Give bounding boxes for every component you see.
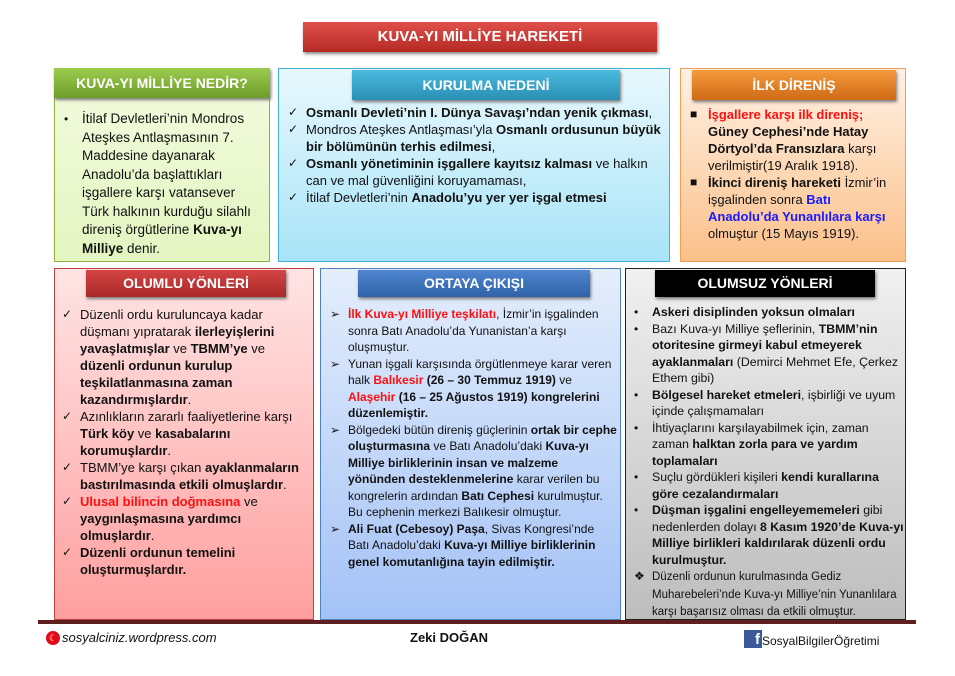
list-item	[284, 189, 666, 206]
bullet-icon: ✓	[62, 460, 73, 474]
text-run: Askeri disiplinden yoksun olmaları	[652, 305, 855, 319]
text-run: İhtiyaçlarını karşılayabilmek için, zaman zaman	[652, 420, 869, 451]
facebook-icon: f	[744, 630, 762, 648]
page-title: KUVA-YI MİLLİYE HAREKETİ	[303, 22, 657, 52]
section-header-ilk-direnis: İLK DİRENİŞ	[692, 70, 896, 100]
text-run: ve	[134, 426, 156, 441]
footer-facebook[interactable]	[744, 630, 879, 648]
author-name: Zeki DOĞAN	[410, 630, 489, 645]
text-run: TBMM’ye karşı çıkan	[80, 460, 205, 475]
text-run: İtilaf Devletleri’nin	[306, 190, 412, 205]
text-run: İkinci direniş hareketi	[708, 175, 841, 190]
text-run: Kuva-yı Milliye birliklerinin insan ve malzeme yönünden desteklenmelerine	[348, 439, 589, 486]
text-run: ilerleyişlerini yavaşlatmışlar	[80, 324, 275, 356]
text-run: yaygınlaşmasına yardımcı olmuşlardır	[80, 511, 242, 543]
text-run: Bölgedeki bütün direniş güçlerinin	[348, 422, 531, 437]
text-run: İşgallere karşı ilk direniş;	[708, 107, 864, 122]
list-item	[284, 121, 666, 155]
text-run: Düzenli ordunun kurulmasında Gediz Muharebeleri’nde Kuva-yı Milliye’nin Yunanlılara karşı başarısız olması da etkili olmuştur.	[652, 571, 897, 618]
bullet-icon: •	[634, 321, 639, 336]
list-item	[58, 459, 310, 493]
list-item	[326, 422, 618, 521]
text-run: ,	[648, 105, 653, 120]
list-olumsuz	[630, 304, 904, 621]
turkish-flag-icon: ☾	[46, 631, 60, 645]
bullet-icon: ✓	[62, 545, 73, 559]
bullet-icon: ➢	[330, 356, 341, 371]
list-kurulma	[284, 104, 666, 206]
list-item	[686, 106, 900, 174]
bullet-icon: ➢	[330, 422, 341, 437]
bullet-icon: •	[634, 420, 639, 435]
text-run: İtilaf Devletleri’nin Mondros Ateşkes Antlaşmasının 7. Maddesine dayanarak Anadolu’da başlattıkları işgallere karşı vatansever Türk halkının kurduğu silahlı direniş örgütlerine	[82, 111, 251, 237]
text-run: , Sivas Kongresi’nde Batı Anadolu’daki	[348, 521, 595, 552]
bullet-icon: ✓	[288, 122, 299, 136]
text-run: , işbirliği ve uyum içinde çalışmamaları	[652, 387, 896, 418]
bullet-icon: ■	[690, 107, 698, 121]
text-run: (Demirci Mehmet Efe, Çerkez Ethem gibi)	[652, 354, 899, 385]
text-run: Kuva-yı Milliye	[82, 222, 242, 256]
section-header-ortaya-cikisi: ORTAYA ÇIKIŞI	[358, 270, 590, 297]
bullet-icon: •	[634, 503, 639, 517]
text-run: ve	[555, 373, 572, 387]
text-run: Suçlu gördükleri kişileri	[652, 470, 782, 484]
text-run: Yunan işgali karşısında örgütlenmeye karar veren halk	[348, 356, 612, 387]
bullet-icon: ➢	[330, 307, 341, 321]
text-run: karar verilen bu kongrelerin ardından	[348, 472, 600, 503]
list-item	[326, 356, 618, 422]
text-run: Batı Cephesi	[461, 488, 535, 503]
bullet-icon: ❖	[634, 569, 645, 583]
footer-website[interactable]	[46, 630, 217, 645]
text-run: halktan zorla para ve yardım toplamaları	[652, 437, 858, 468]
text-run: .	[283, 477, 287, 492]
list-ortaya-cikisi	[326, 306, 618, 570]
text-run: Ali Fuat (Cebesoy) Paşa	[348, 521, 485, 536]
bullet-icon: ✓	[62, 307, 73, 321]
text-run: (26 – 30 Temmuz 1919)	[423, 373, 556, 387]
list-item	[630, 387, 904, 420]
website-text: sosyalciniz.wordpress.com	[62, 630, 217, 645]
text-run: gibi nedenlerden dolayı	[652, 503, 883, 534]
bullet-icon: ✓	[288, 190, 299, 204]
text-run: , İzmir’in işgalinden sonra Batı Anadolu’da Yunanistan’a karşı oluşmuştur.	[348, 307, 599, 354]
text-run: ve Batı Anadolu’daki	[430, 439, 546, 453]
list-item	[58, 306, 310, 408]
bullet-icon: ➢	[330, 521, 341, 536]
list-item	[630, 568, 904, 621]
bullet-icon: ✓	[62, 409, 73, 423]
list-item	[284, 104, 666, 121]
footer-divider	[38, 620, 916, 624]
text-run: Düzenli ordu kuruluncaya kadar düşmanı yıpratarak	[80, 307, 263, 339]
list-item	[58, 408, 310, 459]
bullet-icon: •	[64, 112, 69, 126]
section-header-olumlu: OLUMLU YÖNLERİ	[86, 270, 286, 297]
text-run: TBMM’ye	[190, 341, 248, 356]
text-run: Azınlıkların zararlı faaliyetlerine karşı	[80, 409, 293, 424]
list-nedir	[60, 110, 260, 258]
text-run: Kuva-yı Milliye birliklerinin genel komutanlığına tayin edilmiştir.	[348, 538, 596, 569]
list-item	[326, 306, 618, 356]
bullet-icon: ✓	[62, 494, 73, 508]
text-run: Osmanlı Devleti’nin I. Dünya Savaşı’ndan yenik çıkması	[306, 105, 649, 120]
list-item	[60, 110, 260, 258]
list-item	[630, 420, 904, 470]
text-run: Düşman işgalini engelleyememeleri	[652, 503, 860, 517]
list-item	[630, 321, 904, 387]
text-run: karşı verilmiştir(19 Aralık 1918).	[708, 141, 877, 173]
text-run: ve halkın can ve mal güvenliğini koruyamaması,	[306, 156, 648, 188]
section-header-nedir: KUVA-YI MİLLİYE NEDİR?	[54, 68, 270, 98]
list-item	[58, 493, 310, 544]
bullet-icon: ■	[690, 175, 698, 189]
list-item	[326, 521, 618, 571]
text-run: olmuştur (15 Mayıs 1919).	[708, 226, 860, 241]
text-run: İzmir’in işgalinden sonra	[708, 175, 887, 207]
text-run: ve	[247, 341, 265, 356]
section-header-kurulma: KURULMA NEDENİ	[352, 70, 620, 100]
text-run: ve	[240, 494, 258, 509]
list-item	[284, 155, 666, 189]
list-item	[630, 304, 904, 321]
text-run: denir.	[123, 240, 161, 256]
text-run: ortak bir cephe oluşturmasına	[348, 422, 617, 453]
text-run: Bölgesel hareket etmeleri	[652, 387, 801, 402]
bullet-icon: •	[634, 305, 639, 319]
text-run: .	[187, 392, 192, 407]
text-run: düzenli ordunun kurulup teşkilatlanmasına zaman kazandırmışlardır	[80, 358, 233, 407]
text-run: ,	[491, 139, 496, 154]
text-run: Batı Anadolu’da Yunanlılara karşı	[708, 192, 886, 224]
text-run: ayaklanmaların bastırılmasında etkili olmuşlardır	[80, 460, 299, 492]
text-run: .	[150, 528, 155, 543]
text-run: Osmanlı ordusunun büyük bir bölümünün terhis edilmesi	[306, 122, 661, 154]
bullet-icon: •	[634, 387, 639, 402]
text-run: İlk Kuva-yı Milliye teşkilatı	[348, 307, 497, 321]
list-olumlu	[58, 306, 310, 578]
list-item	[58, 544, 310, 578]
bullet-icon: •	[634, 470, 639, 484]
text-run: (16 – 25 Ağustos 1919) kongrelerini düzenlemiştir.	[348, 389, 600, 420]
text-run: kurulmuştur. Bu cephenin merkezi Balıkesir olmuştur.	[348, 488, 603, 519]
text-run: Bazı Kuva-yı Milliye şeflerinin,	[652, 321, 819, 336]
text-run: TBMM’nin otoritesine girmeyi kabul etmeyerek ayaklanmaları	[652, 321, 878, 369]
list-item	[686, 174, 900, 242]
text-run: .	[167, 443, 172, 458]
text-run: Alaşehir	[348, 389, 396, 404]
bullet-icon: ✓	[288, 156, 299, 170]
text-run: Türk köy	[80, 426, 135, 441]
section-header-olumsuz: OLUMSUZ YÖNLERİ	[655, 270, 875, 297]
text-run: kasabalarını korumuşlardır	[80, 426, 231, 458]
list-ilk-direnis	[686, 106, 900, 242]
text-run: kendi kurallarına göre cezalandırmaları	[652, 470, 879, 501]
bullet-icon: ✓	[288, 105, 299, 119]
text-run: Düzenli ordunun temelini oluşturmuşlardır.	[80, 545, 236, 577]
text-run: Osmanlı yönetiminin işgallere kayıtsız kalması	[306, 156, 593, 171]
list-item	[630, 469, 904, 502]
text-run: Mondros Ateşkes Antlaşması’yla	[306, 122, 497, 137]
facebook-text: SosyalBilgilerÖğretimi	[762, 634, 880, 648]
text-run: 8 Kasım 1920’de Kuva-yı Milliye birlikleri kaldırılarak düzenli ordu kurulmuştur.	[652, 519, 904, 567]
text-run: Güney Cephesi’nde Hatay Dörtyol’da Fransızlara	[708, 124, 869, 156]
text-run: ve	[169, 341, 191, 356]
text-run: Ulusal bilincin doğmasına	[80, 494, 241, 509]
list-item	[630, 502, 904, 568]
text-run: Anadolu’yu yer yer işgal etmesi	[411, 190, 607, 205]
text-run: Balıkesir	[373, 373, 424, 387]
